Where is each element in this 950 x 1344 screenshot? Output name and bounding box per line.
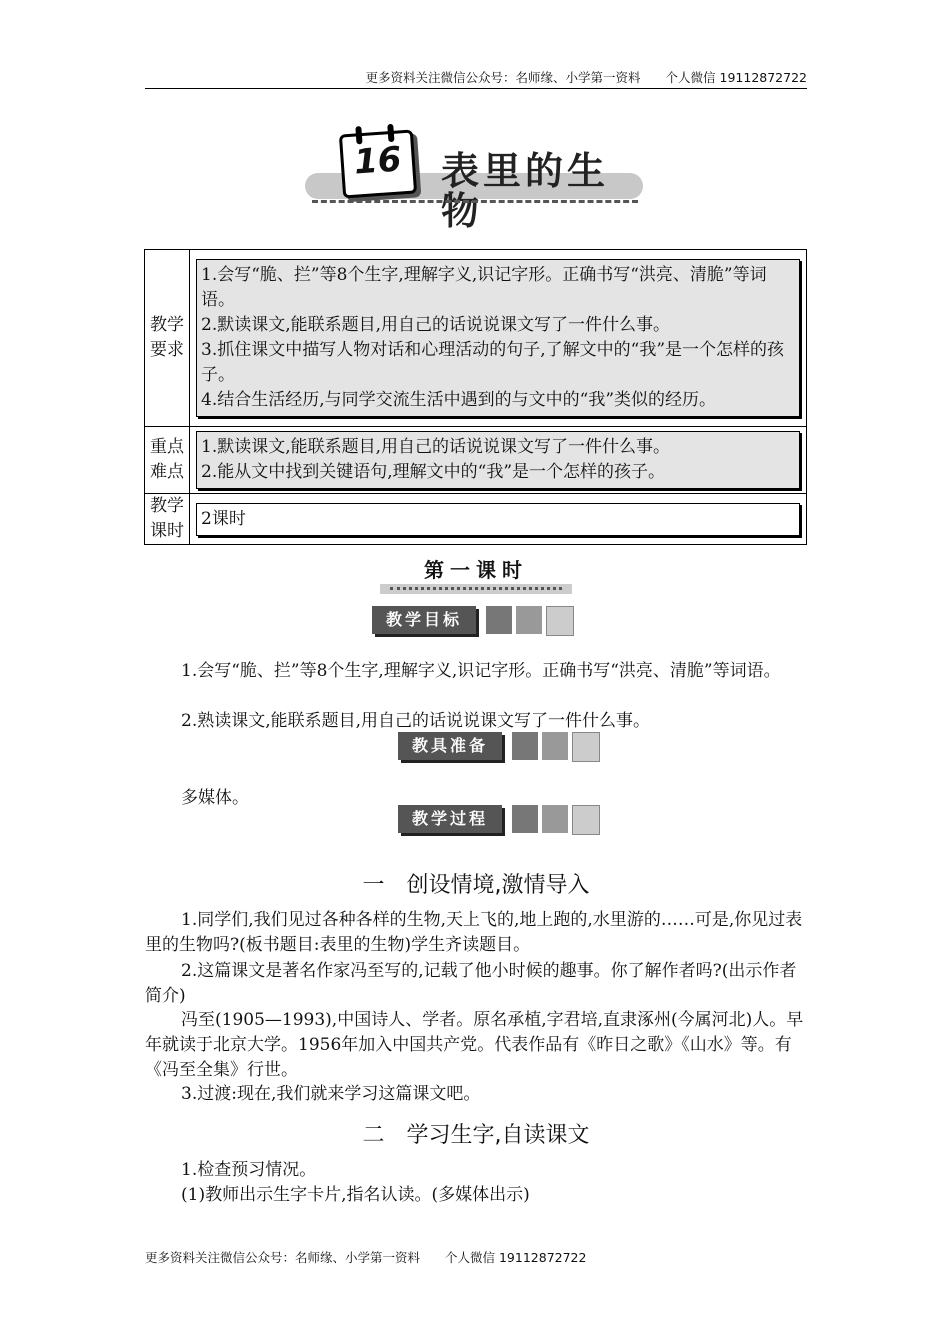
- hours-line: 2课时: [201, 508, 246, 529]
- requirement-line: 2.默读课文,能联系题目,用自己的话说说课文写了一件什么事。: [201, 315, 671, 335]
- requirement-line: 4.结合生活经历,与同学交流生活中遇到的与文中的“我”类似的经历。: [201, 390, 717, 410]
- session-title: 第一课时: [424, 558, 528, 582]
- page-footer: 更多资料关注微信公众号：名师缘、小学第一资料 个人微信 19112872722: [145, 1250, 587, 1265]
- row-content: [190, 250, 807, 427]
- session-dots: [390, 587, 562, 590]
- tag-label: 教学目标: [372, 606, 476, 634]
- body-paragraph: 1.同学们,我们见过各种各样的生物,天上飞的,地上跑的,水里游的……可是,你见过表里的生物吗?(板书题目:表里的生物)学生齐读题目。: [145, 910, 803, 955]
- requirement-line: 3.抓住课文中描写人物对话和心理活动的句子,了解文中的“我”是一个怎样的孩子。: [201, 340, 785, 385]
- tag-label: 教学过程: [398, 805, 502, 833]
- keypoint-line: 1.默读课文,能联系题目,用自己的话说说课文写了一件什么事。: [201, 437, 671, 457]
- table-row: [145, 427, 807, 494]
- session-heading: [380, 554, 572, 600]
- banner-dash: [312, 200, 638, 203]
- header-rule: [145, 88, 807, 89]
- tools-text: 多媒体。: [181, 788, 249, 808]
- goal-paragraph: 2.熟读课文,能联系题目,用自己的话说说课文写了一件什么事。: [181, 711, 651, 731]
- tag-square: [542, 732, 568, 760]
- keypoint-line: 2.能从文中找到关键语句,理解文中的“我”是一个怎样的孩子。: [201, 462, 666, 482]
- body-paragraph: (1)教师出示生字卡片,指名认读。(多媒体出示): [181, 1185, 530, 1205]
- calendar-icon: [339, 129, 417, 198]
- page-header: 更多资料关注微信公众号：名师缘、小学第一资料 个人微信 19112872722: [365, 70, 807, 85]
- section-title: 一 创设情境,激情导入: [362, 873, 590, 898]
- tag-label: 教具准备: [398, 732, 502, 760]
- tag-square: [486, 606, 512, 634]
- body-paragraph: 冯至(1905—1993),中国诗人、学者。原名承植,字君培,直隶涿州(今属河北)人。早年就读于北京大学。1956年加入中国共产党。代表作品有《昨日之歌》《山水》等。有《冯至全集》行世。: [145, 1010, 804, 1080]
- row-label: 教学 要求: [145, 250, 190, 427]
- tag-square: [542, 805, 568, 833]
- body-paragraph: 2.这篇课文是著名作家冯至写的,记载了他小时候的趣事。你了解作者吗?(出示作者简介): [145, 961, 797, 1006]
- lesson-number: 16: [352, 139, 403, 183]
- tag-square: [572, 732, 600, 762]
- row-label: 重点 难点: [145, 427, 190, 494]
- lesson-title: 表里的生物: [441, 149, 610, 233]
- table-row: [145, 494, 807, 545]
- body-paragraph: 3.过渡:现在,我们就来学习这篇课文吧。: [181, 1084, 481, 1104]
- row-content: [190, 494, 807, 545]
- lesson-banner: [305, 128, 645, 233]
- tag-square: [546, 606, 574, 636]
- tag-square: [512, 732, 538, 760]
- row-label: 教学 课时: [145, 494, 190, 545]
- row-content: [190, 427, 807, 494]
- requirement-line: 1.会写“脆、拦”等8个生字,理解字义,识记字形。正确书写“洪亮、清脆”等词语。: [201, 265, 767, 310]
- section-title: 二 学习生字,自读课文: [362, 1123, 590, 1148]
- requirements-table: [144, 249, 807, 545]
- goal-paragraph: 1.会写“脆、拦”等8个生字,理解字义,识记字形。正确书写“洪亮、清脆”等词语。: [181, 661, 781, 681]
- body-paragraph: 1.检查预习情况。: [181, 1160, 317, 1180]
- tag-square: [512, 805, 538, 833]
- table-row: [145, 250, 807, 427]
- tag-square: [572, 805, 600, 835]
- tag-square: [516, 606, 542, 634]
